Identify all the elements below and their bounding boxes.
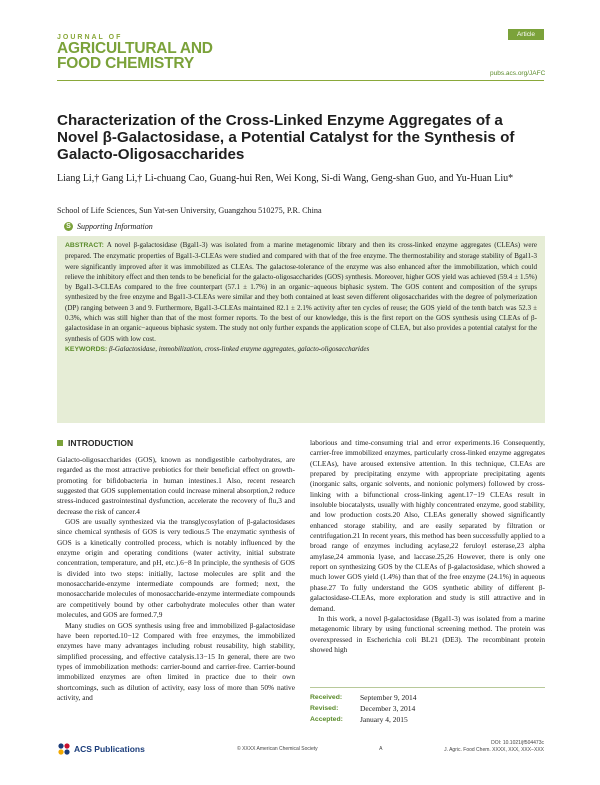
introduction-heading <box>57 438 295 448</box>
acs-publications-logo[interactable] <box>57 742 145 756</box>
doi-link[interactable]: DOI: 10.1021/jf504473c <box>491 740 544 746</box>
intro-paragraph: laborious and time-consuming trial and error experiments.16 Consequently, carrier-free immobilized enzymes, particularly cross-linked enzyme aggregates (CLEAs), have aroused extensive attention. In this technique, CLEAs are prepared by precipitating enzyme with appropriate precipitating agents (inorganic salts, organic solvents, and nonionic polymers) followed by cross-linking with a bifunctional cross-linking agent.17−19 CLEAs result in insoluble biocatalysts, usually with highly concentrated enzyme, good stability, and low production costs.20 Also, CLEAs generally showed significantly enhanced storage stability, and are easily separated by filtration or centrifugation.21 In recent years, this method has been successfully applied to a broad range of enzymes including acylase,22 feruloyl esterase,23 alpha amylase,24 ammonia lyase, and laccase.25,26 However, there is only one report on synthesizing GOS by the CLEAs of β-galactosidase, which showed a much lower GOS yield (1.4%) than that of the free enzyme (24.1%) in aqueous phase.27 To fully understand the GOS synthetic ability of different β-galactosidase-CLEAs, more exploration and study is still attractive and in demand. <box>310 438 545 613</box>
date-value: December 3, 2014 <box>360 704 416 713</box>
left-column <box>57 438 295 703</box>
header-divider <box>57 80 544 81</box>
author-list: Liang Li,† Gang Li,† Li-chuang Cao, Guang-hui Ren, Wei Kong, Si-di Wang, Geng-shan Guo, and Yu-Huan Liu* <box>57 173 514 184</box>
keywords-label: KEYWORDS: <box>65 345 108 353</box>
date-row-received <box>310 692 545 703</box>
article-dates <box>310 687 545 725</box>
date-row-accepted <box>310 714 545 725</box>
right-column <box>310 438 545 655</box>
abstract-box <box>57 236 545 423</box>
abstract-label: ABSTRACT: <box>65 242 104 249</box>
date-label: Accepted: <box>310 716 343 723</box>
intro-paragraph: Many studies on GOS synthesis using free and immobilized β-galactosidase have been reported.10−12 Compared with free enzymes, the immobilized enzymes have many advantages including robust reusability, high stability, simplified processing, and effective catalysis.13−15 In general, there are two types of immobilization methods: carrier-bound and carrier-free. Carrier-bound immobilized enzymes are often limited in practice due to their own shortcomings, such as dilution of activity, easy loss of more than 50% native activity, and <box>57 620 295 702</box>
abstract-text <box>65 240 537 344</box>
date-value: January 4, 2015 <box>360 715 408 724</box>
journal-logo <box>57 34 213 71</box>
supporting-info-icon: S <box>64 222 73 231</box>
intro-paragraph: In this work, a novel β-galactosidase (Bgal1-3) was isolated from a marine metagenomic library by using functional screening method. The protein was overexpressed in Escherichia coli BL21 (DE3). The recombinant protein showed high <box>310 613 545 654</box>
abstract-body: A novel β-galactosidase (Bgal1-3) was isolated from a marine metagenomic library and then its cross-linked enzyme aggregates (CLEAs) were prepared. The enzymatic properties of Bgal1-3-CLEAs were studied and compared with that of the free enzyme. The thermostability and storage stability of Bgal1-3 were significantly improved after it was immobilized as CLEAs. The galactose-tolerance of the enzyme was also enhanced after the immobilization, which could relieve the inhibitory effect and then tends to be beneficial for the galacto-oligosaccharides (GOS) synthesis. Moreover, higher GOS yield was achieved (59.4 ± 1.5%) by Bgal1-3-CLEAs compared to the free counterpart (57.1 ± 1.7%) in an organic−aqueous biphasic system. The GOS content and composition of the syrups synthesized by the free enzyme and Bgal1-3-CLEAs were similar and they both contained at least seven different oligosaccharides with the degree of polymerization (DP) ranging between 3 and 9. Furthermore, Bgal1-3-CLEAs maintained 82.1 ± 2.1% activity after ten cycles of reuse; the GOS yield of the tenth batch was 52.3 ± 0.3%, which was still higher than that of the most former reports. To the best of our knowledge, this is the first report on the GOS synthesis using CLEAs of β-galactosidase in an organic−aqueous biphasic system. The study not only further expands the application scope of CLEA, but also provides a potential catalyst for the synthesis of GOS with low cost. <box>65 241 537 343</box>
page-number: A <box>379 746 383 752</box>
article-type-badge: Article <box>508 29 544 40</box>
section-square-icon <box>57 440 63 446</box>
copyright-text: © XXXX American Chemical Society <box>237 746 318 752</box>
intro-paragraph: GOS are usually synthesized via the transglycosylation of β-galactosidases since chemical synthesis of GOS is very tedious.5 The enzymatic synthesis of GOS is a kinetically controlled process, which is notably influenced by the enzyme origin and operating conditions (water activity, initial substrate concentration, temperature, and pH, etc.).6−8 In principle, the synthesis of GOS is divided into two steps: initially, lactose molecules are split and the monosaccharide-enzyme intermediate compounds are formed; next, the monosaccharide molecules of monosaccharide-enzyme intermediate compounds are competitively bound by other carbohydrate molecules other than water molecules, and GOS are formed.7,9 <box>57 517 295 620</box>
supporting-info-label: Supporting Information <box>77 222 153 231</box>
journal-of-text: JOURNAL OF <box>57 34 123 41</box>
date-row-revised <box>310 703 545 714</box>
date-label: Received: <box>310 694 343 701</box>
acs-publications-text: ACS Publications <box>74 744 145 754</box>
journal-name-line2: FOOD CHEMISTRY <box>57 55 194 72</box>
copyright-notice <box>237 746 382 752</box>
intro-paragraph: Galacto-oligosaccharides (GOS), known as nondigestible carbohydrates, are regarded as the most attractive prebiotics for their beneficial effect on growth-promoting for bifidobacteria in human intestines.1 Also, recent research suggested that GOS supplementation could increase mineral absorption,2 reduce stress-induced gastrointestinal dysfunction, accelerate the recovery of flu,3 and decrease the risk of cancer.4 <box>57 455 295 516</box>
keywords-body: β-Galactosidase, immobilization, cross-linked enzyme aggregates, galacto-oligosaccharides <box>107 344 370 353</box>
journal-url-link[interactable]: pubs.acs.org/JAFC <box>490 70 546 77</box>
introduction-heading-text: INTRODUCTION <box>68 438 134 448</box>
doi-block <box>444 740 544 754</box>
date-label: Revised: <box>310 705 339 712</box>
citation-text: J. Agric. Food Chem. XXXX, XXX, XXX−XXX <box>444 747 544 753</box>
journal-name-line1: AGRICULTURAL AND <box>57 40 213 57</box>
date-value: September 9, 2014 <box>360 693 417 702</box>
acs-logo-icon <box>57 742 71 756</box>
paper-title: Characterization of the Cross-Linked Enzyme Aggregates of a Novel β-Galactosidase, a Potential Catalyst for the Synthesis of Galacto-Oligosaccharides <box>57 112 515 163</box>
affiliation: School of Life Sciences, Sun Yat-sen University, Guangzhou 510275, P.R. China <box>57 206 322 215</box>
keywords-line <box>65 344 537 355</box>
supporting-info-link[interactable] <box>64 222 153 231</box>
